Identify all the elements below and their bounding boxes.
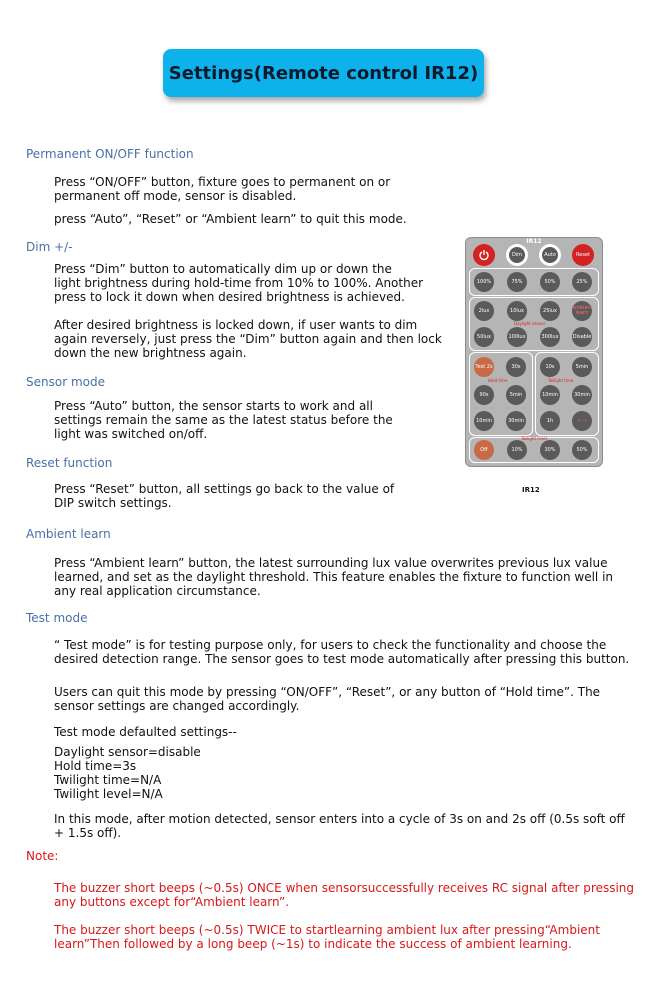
section-header-dim: Dim +/-: [26, 240, 73, 254]
text-line: sensor settings are changed accordingly.: [54, 699, 300, 713]
remote-control-image: [465, 237, 603, 467]
text-line: + 1.5s off).: [54, 826, 122, 840]
dim-paragraph-1: [54, 262, 423, 304]
list-item: Twilight level=N/A: [54, 787, 163, 801]
ambient-paragraph-1: [54, 556, 613, 598]
text-line: DIP switch settings.: [54, 496, 172, 510]
lux-25-button: 25lux: [540, 301, 560, 321]
test-paragraph-2: [54, 685, 600, 713]
text-line: Press “ON/OFF” button, fixture goes to permanent on or: [54, 175, 391, 189]
text-line: After desired brightness is locked down, if user wants to dim: [54, 318, 418, 332]
hold-30s-button: 30s: [506, 357, 526, 377]
twilight-30min-button: 30min: [572, 385, 592, 405]
text-line: desired detection range. The sensor goes to test mode automatically after pressing this button.: [54, 652, 630, 666]
text-line: again reversely, just press the “Dim” button again and then lock: [54, 332, 442, 346]
text-line: Users can quit this mode by pressing “ON/OFF”, “Reset”, or any button of “Hold time”. The: [54, 685, 601, 699]
section-header-test: Test mode: [26, 611, 88, 625]
daylight-disable-button: Disable: [572, 327, 592, 347]
button-label: Auto: [542, 247, 558, 263]
reset-button: Reset: [572, 244, 594, 266]
dim-25-button: 25%: [572, 272, 592, 292]
remote-caption: IR12: [522, 486, 540, 494]
text-line: The buzzer short beeps (~0.5s) TWICE to startlearning ambient lux after pressing“Ambient: [54, 923, 600, 937]
text-line: learn”Then followed by a long beep (~1s) to indicate the success of ambient learning.: [54, 937, 572, 951]
hold-90s-button: 90s: [474, 385, 494, 405]
test-defaults-list: [54, 745, 201, 801]
lux-50-button: 50lux: [474, 327, 494, 347]
test-paragraph-1: [54, 638, 629, 666]
level-10-button: 10%: [507, 440, 527, 460]
text-line: “ Test mode” is for testing purpose only, for users to check the functionality and choose the: [54, 638, 607, 652]
dim-50-button: 50%: [540, 272, 560, 292]
section-header-ambient: Ambient learn: [26, 527, 111, 541]
remote-model-label: IR12: [526, 238, 542, 245]
twilight-level-label: Twilight level: [521, 436, 547, 441]
lux-300-button: 300lux: [540, 327, 560, 347]
dim-button: [506, 244, 528, 266]
hold-time-label: Hold time: [488, 378, 508, 383]
twilight-10min-button: 10min: [540, 385, 560, 405]
text-line: The buzzer short beeps (~0.5s) ONCE when sensorsuccessfully receives RC signal after pressing: [54, 881, 635, 895]
text-line: Press “Reset” button, all settings go back to the value of: [54, 482, 395, 496]
page-title: Settings(Remote control IR12): [168, 62, 479, 84]
hold-30min-button: 30min: [506, 411, 526, 431]
list-item: Daylight sensor=disable: [54, 745, 201, 759]
text-line: light brightness during hold-time from 10% to 100%. Another: [54, 276, 424, 290]
test-paragraph-4: [54, 812, 625, 840]
power-icon: [478, 249, 490, 261]
hold-5min-button: 5min: [506, 385, 526, 405]
twilight-infinite-button: + ∞: [572, 411, 592, 431]
list-item: Hold time=3s: [54, 759, 137, 773]
reset-paragraph-1: [54, 482, 394, 510]
text-line: any real application circumstance.: [54, 584, 261, 598]
auto-button: [539, 244, 561, 266]
dim-paragraph-2: [54, 318, 442, 360]
sensor-paragraph-1: [54, 399, 393, 441]
text-line: In this mode, after motion detected, sensor enters into a cycle of 3s on and 2s off (0.5s soft off: [54, 812, 625, 826]
hold-10min-button: 10min: [474, 411, 494, 431]
text-line: Press “Ambient learn” button, the latest surrounding lux value overwrites previous lux value: [54, 556, 608, 570]
text-line: learned, and set as the daylight threshold. This feature enables the fixture to function well in: [54, 570, 614, 584]
test-mode-button: Test 2s: [474, 357, 494, 377]
test-paragraph-3: Test mode defaulted settings--: [54, 725, 237, 739]
permanent-paragraph-2: press “Auto”, “Reset” or “Ambient learn” to quit this mode.: [54, 212, 407, 226]
lux-100-button: 100lux: [507, 327, 527, 347]
level-30-button: 30%: [540, 440, 560, 460]
permanent-paragraph-1: [54, 175, 390, 203]
twilight-10s-button: 10s: [540, 357, 560, 377]
note-header: Note:: [26, 849, 59, 863]
power-button: [473, 244, 495, 266]
note-paragraph-2: [54, 923, 600, 951]
level-off-button: Off: [474, 440, 494, 460]
daylight-sensor-label: Daylight sensor: [514, 321, 546, 326]
section-header-reset: Reset function: [26, 456, 113, 470]
level-50-button: 50%: [572, 440, 592, 460]
text-line: light was switched on/off.: [54, 427, 208, 441]
dim-75-button: 75%: [507, 272, 527, 292]
twilight-1h-button: 1h: [540, 411, 560, 431]
page-title-box: [163, 49, 484, 97]
text-line: any buttons except for“Ambient learn”.: [54, 895, 290, 909]
button-label: Dim: [509, 247, 525, 263]
dim-100-button: 100%: [474, 272, 494, 292]
text-line: settings remain the same as the latest status before the: [54, 413, 393, 427]
note-paragraph-1: [54, 881, 634, 909]
twilight-5min-button: 5min: [572, 357, 592, 377]
section-header-permanent: Permanent ON/OFF function: [26, 147, 194, 161]
text-line: permanent off mode, sensor is disabled.: [54, 189, 297, 203]
twilight-time-label: Twilight time: [548, 378, 574, 383]
lux-2-button: 2lux: [474, 301, 494, 321]
text-line: press to lock it down when desired brightness is achieved.: [54, 290, 405, 304]
lux-10-button: 10lux: [507, 301, 527, 321]
ambient-learn-button: Ambient learn: [572, 301, 592, 321]
text-line: Press “Dim” button to automatically dim up or down the: [54, 262, 392, 276]
text-line: down the new brightness again.: [54, 346, 247, 360]
text-line: Press “Auto” button, the sensor starts to work and all: [54, 399, 373, 413]
section-header-sensor: Sensor mode: [26, 375, 105, 389]
list-item: Twilight time=N/A: [54, 773, 162, 787]
